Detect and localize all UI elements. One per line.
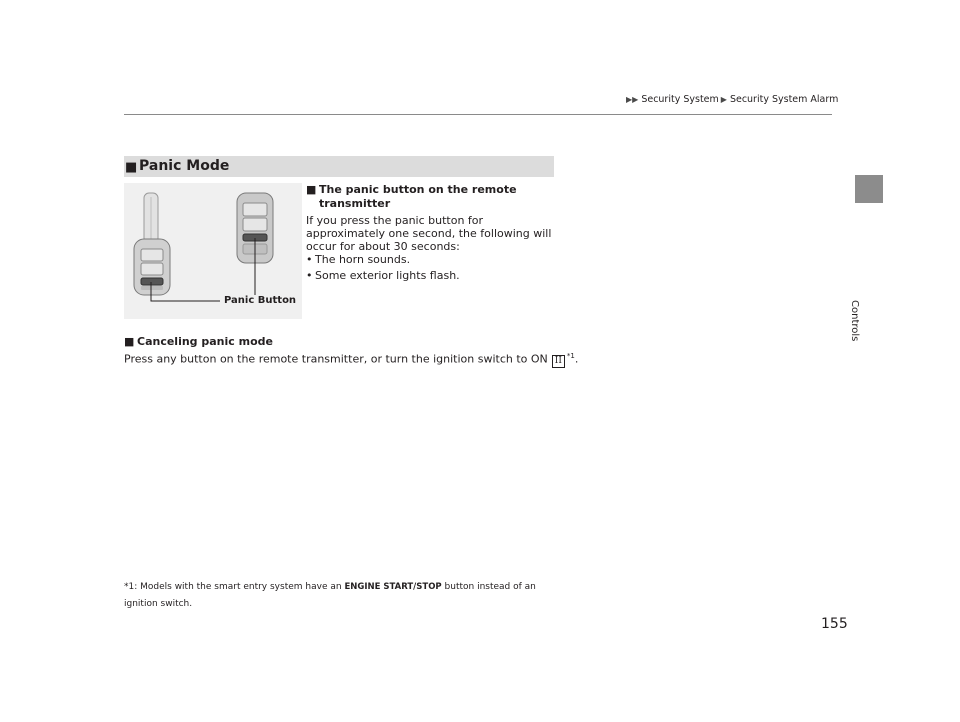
canceling-heading-text: Canceling panic mode: [137, 335, 273, 348]
panic-button-heading-line1: The panic button on the remote: [319, 183, 517, 196]
ignition-position-icon: II: [552, 355, 565, 368]
panic-button-heading: [306, 183, 556, 197]
breadcrumb-item-security-system-alarm[interactable]: Security System Alarm: [729, 94, 839, 105]
canceling-body-suffix: .: [574, 352, 579, 366]
panic-button-heading-line2: transmitter: [319, 197, 391, 210]
footnote-bold: ENGINE START/STOP: [344, 582, 442, 592]
bullet-text: Some exterior lights flash.: [315, 269, 460, 282]
canceling-body: [124, 350, 579, 368]
side-tab-label: Controls: [849, 300, 860, 342]
list-item: [306, 269, 556, 282]
footnote-line2: ignition switch.: [124, 599, 193, 609]
list-item: [306, 253, 556, 266]
panic-button-callout: Panic Button: [224, 295, 297, 306]
panic-button-body-line: approximately one second, the following will: [306, 227, 552, 240]
section-marker-icon: ■: [306, 183, 317, 196]
breadcrumb: [626, 94, 838, 105]
canceling-body-text: Press any button on the remote transmitter, or turn the ignition switch to ON: [124, 352, 548, 366]
panic-button-body-line: If you press the panic button for: [306, 214, 484, 227]
footnote: [124, 581, 536, 593]
key-fob-figure: [124, 183, 302, 319]
footnote-ref[interactable]: *1: [566, 352, 575, 360]
panic-button-block: [306, 183, 556, 282]
bullet-text: The horn sounds.: [315, 253, 411, 266]
triangle-right-icon: ▶▶: [626, 95, 639, 104]
header-rule: [124, 114, 832, 115]
footnote-suffix: button instead of an: [444, 582, 536, 592]
page-number: 155: [821, 616, 848, 632]
footnote-prefix: *1: Models with the smart entry system have an: [124, 582, 342, 592]
panic-button-body-line: occur for about 30 seconds:: [306, 240, 460, 253]
canceling-block: [124, 335, 579, 368]
side-tab-marker: [855, 175, 883, 203]
section-marker-icon: ■: [124, 335, 135, 348]
section-marker-icon: ■: [125, 160, 138, 175]
triangle-right-icon: ▶: [720, 95, 727, 104]
section-title: Panic Mode: [139, 158, 230, 174]
bullet-icon: •: [306, 253, 313, 266]
bullet-icon: •: [306, 269, 313, 282]
breadcrumb-item-security-system[interactable]: Security System: [641, 94, 719, 105]
canceling-heading: [124, 335, 564, 349]
